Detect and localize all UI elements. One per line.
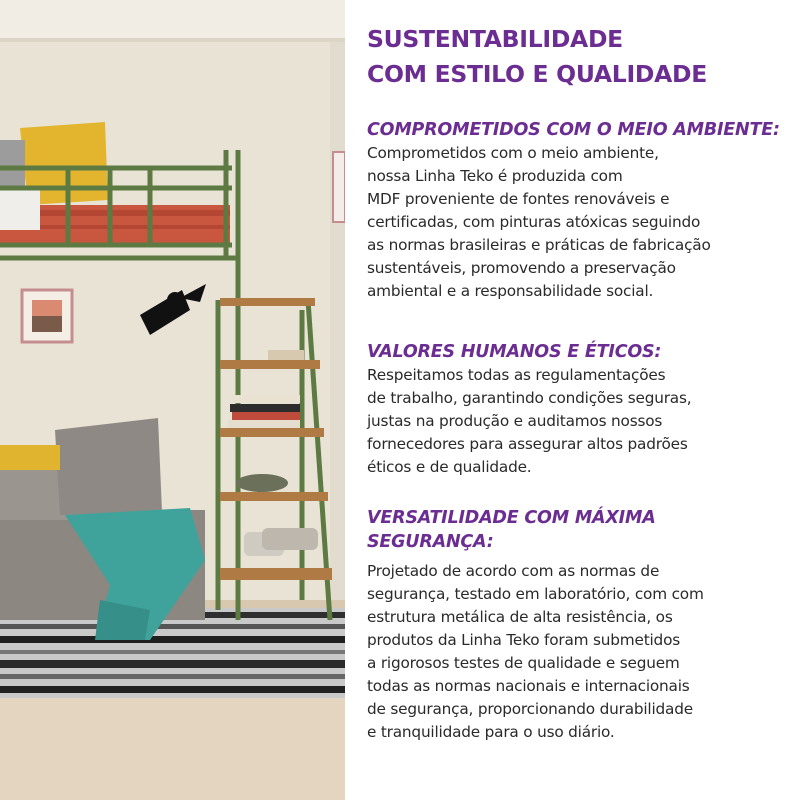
section-body: Respeitamos todas as regulamentações de trabalho, garantindo condições seguras, justas na produção e auditamos nossos fornecedores para assegurar altos padrões éticos e de qualidade.	[367, 366, 692, 476]
section-title: COMPROMETIDOS COM O MEIO AMBIENTE:	[367, 120, 780, 140]
page-title	[367, 22, 792, 92]
section-body: Comprometidos com o meio ambiente, nossa Linha Teko é produzida com MDF proveniente de fontes renováveis e certificadas, com pinturas atóxicas seguindo as normas brasileiras e práticas de fabricação sustentáveis, promovendo a preservação ambiental e a responsabilidade social.	[367, 144, 711, 300]
section-safety	[367, 506, 792, 744]
page-title-line-2: COM ESTILO E QUALIDADE	[367, 60, 707, 88]
section-ethics	[367, 340, 792, 479]
section-title: VALORES HUMANOS E ÉTICOS:	[367, 342, 662, 362]
text-panel	[367, 22, 792, 741]
section-title: VERSATILIDADE COM MÁXIMA SEGURANÇA:	[367, 508, 656, 552]
section-environment	[367, 118, 792, 303]
section-body: Projetado de acordo com as normas de segurança, testado em laboratório, com com estrutura metálica de alta resistência, os produtos da Linha Teko foram submetidos a rigorosos testes de qualidade e seguem todas as normas nacionais e internacionais de segurança, proporcionando durabilidade e tranquilidade para o uso diário.	[367, 562, 704, 741]
page-title-line-1: SUSTENTABILIDADE	[367, 25, 623, 53]
product-photo	[0, 0, 345, 800]
